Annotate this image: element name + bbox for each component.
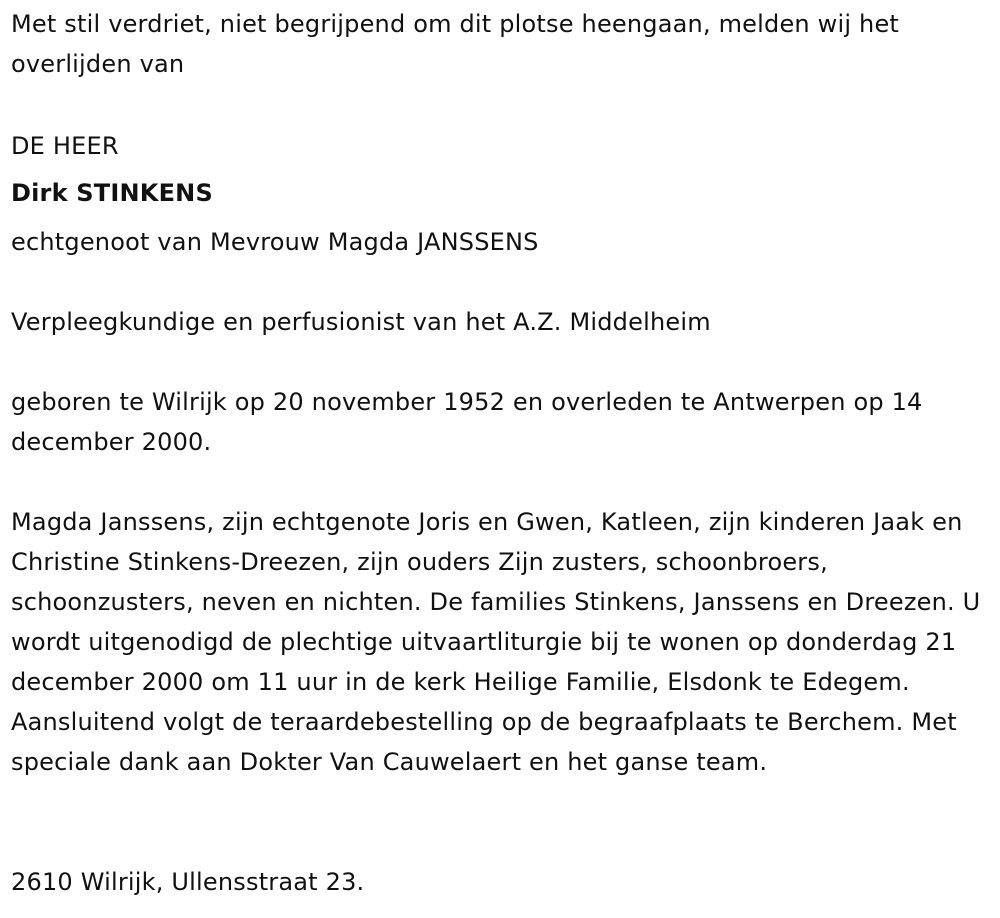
deceased-name: Dirk STINKENS	[11, 179, 213, 207]
honorific: DE HEER	[11, 132, 119, 160]
intro-text: Met stil verdriet, niet begrijpend om dit plotse heengaan, melden wij het overlijden van	[11, 10, 900, 78]
family-and-funeral-text: Magda Janssens, zijn echtgenote Joris en Gwen, Katleen, zijn kinderen Jaak en Christine Stinkens-Dreezen, zijn ouders Zijn zusters, schoonbroers, schoonzusters, neven en nichten. De families Stinkens, Janssens en Dreezen. U wordt uitgenodigd de plechtige uitvaartliturgie bij te wonen op donderdag 21 december 2000 om 11 uur in de kerk Heilige Familie, Elsdonk te Edegem. Aansluitend volgt de teraardebestelling op de begraafplaats te Berchem. Met speciale dank aan Dokter Van Cauwelaert en het ganse team.	[11, 508, 981, 776]
birth-death-line: geboren te Wilrijk op 20 november 1952 en overleden te Antwerpen op 14 december 2000.	[11, 388, 923, 456]
profession-line: Verpleegkundige en perfusionist van het A.Z. Middelheim	[11, 308, 711, 336]
address-line: 2610 Wilrijk, Ullensstraat 23.	[11, 868, 365, 896]
spouse-line: echtgenoot van Mevrouw Magda JANSSENS	[11, 228, 539, 256]
